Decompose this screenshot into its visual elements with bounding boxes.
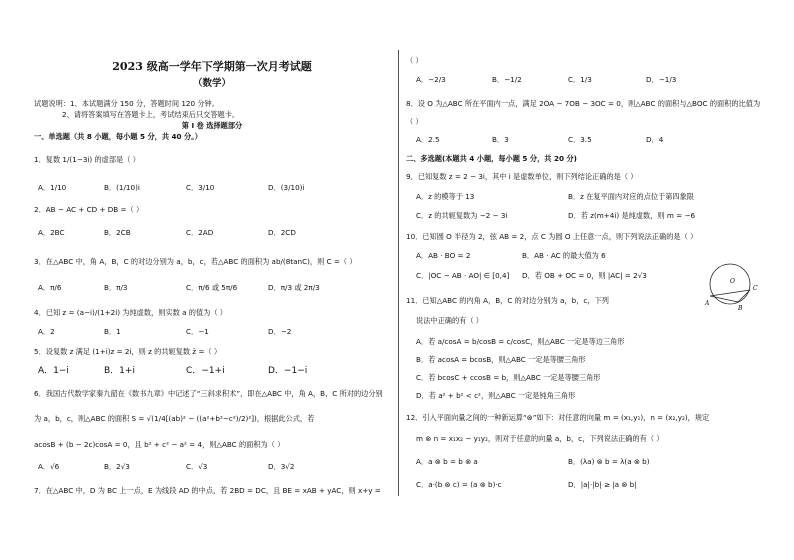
q4-option-d: D．−2	[268, 327, 292, 336]
chord-ab	[710, 296, 738, 302]
q5-option-c: C．−1+i	[186, 366, 225, 376]
label-b: B	[738, 305, 743, 312]
q9-option-c: C．z 的共轭复数为 −2 − 3i	[416, 211, 508, 220]
q6-option-a: A．√6	[38, 462, 60, 471]
q2-option-b: B．2CB	[104, 228, 131, 237]
q4-option-a: A．2	[38, 327, 55, 336]
instructions-line2: 2、请将答案填写在答题卡上，考试结束后只交答题卡。	[62, 110, 240, 119]
q9-option-d: D．若 z(m+4i) 是纯虚数，则 m = −6	[568, 211, 696, 220]
q4-option-b: B．1	[104, 327, 121, 336]
q12-option-a: A．a ⊗ b = b ⊗ a	[416, 457, 478, 466]
q6-stem-line2: 为 a，b，c，则△ABC 的面积 S = √(1/4[(ab)² − ((a²+b²−c²)/2)²])，根据此公式，若	[34, 414, 315, 423]
section1-heading: 一、单选题（共 8 小题，每小题 5 分，共 40 分。）	[34, 132, 202, 141]
q5-option-b: B．1+i	[104, 366, 135, 376]
q9-option-b: B．z 在复平面内对应的点位于第四象限	[568, 192, 694, 201]
column-divider	[398, 50, 399, 496]
q9-option-a: A．z 的模等于 13	[416, 192, 475, 201]
label-c: C	[753, 285, 758, 292]
q10-option-b: B．AB · AC 的最大值为 6	[522, 251, 606, 260]
q8-option-c: C．3.5	[568, 135, 592, 144]
q3-stem: 3．在△ABC 中，角 A，B，C 的对边分别为 a，b，c，若△ABC 的面积为 ab/(8tanC)，则 C =（ ）	[34, 257, 357, 266]
q9-stem: 9．已知复数 z = 2 − 3i，其中 i 是虚数单位，则下列结论正确的是（ ）	[406, 172, 638, 181]
q7-paren: （ ）	[406, 56, 423, 65]
q7-option-b: B．−1/2	[492, 75, 522, 84]
q6-stem-line1: 6．我国古代数学家秦九韶在《数书九章》中记述了“三斜求积术”，即在△ABC 中，角 A，B，C 所对的边分别	[34, 389, 383, 398]
exam-title: 2023 级高一学年下学期第一次月考试题	[112, 60, 312, 73]
q10-option-c: C．|OC − AB · AO| ∈ [0,4]	[416, 271, 510, 280]
q6-stem-line3: acosB + (b − 2c)cosA = 0，且 b² + c² − a² = 4，则△ABC 的面积为（ ）	[34, 440, 285, 449]
q11-stem-line2: 说法中正确的有（ ）	[416, 316, 483, 325]
q10-option-a: A．AB · BO = 2	[416, 251, 471, 260]
q12-option-c: C．a·(b ⊗ c) = (a ⊗ b)·c	[416, 480, 502, 489]
q5-stem: 5．设复数 z 满足 (1+i)z = 2i，则 z 的共轭复数 z̄ =（ ）	[34, 347, 222, 356]
q1-stem: 1．复数 1/(1−3i) 的虚部是（ ）	[34, 155, 140, 164]
q4-stem: 4．已知 z = (a−i)/(1+2i) 为纯虚数，则实数 a 的值为（ ）	[34, 308, 227, 317]
q1-option-c: C．3/10	[186, 183, 215, 192]
q3-option-d: D．π/3 或 2π/3	[268, 283, 320, 292]
q8-paren: （ ）	[406, 117, 423, 126]
q1-option-a: A．1/10	[38, 183, 67, 192]
q12-stem-line2: m ⊗ n = x₁x₂ − y₁y₂，则对于任意的向量 a，b，c，下列说法正确的有（ ）	[416, 434, 664, 443]
q11-option-b: B．若 acosA = bcosB，则△ABC 一定是等腰三角形	[416, 355, 586, 364]
q1-option-d: D．(3/10)i	[268, 183, 305, 192]
q2-option-a: A．2BC	[38, 228, 65, 237]
exam-subtitle: （数学）	[192, 78, 231, 89]
q5-option-a: A．1−i	[38, 366, 69, 376]
q11-stem-line1: 11．已知△ABC 的内角 A，B，C 的对边分别为 a，b，c，下列	[406, 296, 609, 305]
section2-heading: 二、多选题(本题共 4 小题，每小题 5 分，共 20 分)	[406, 154, 577, 163]
segment-ac	[710, 290, 750, 296]
q7-stem: 7．在△ABC 中，D 为 BC 上一点，E 为线段 AD 的中点，若 2BD = DC，且 BE = xAB + yAC，则 x+y =	[34, 486, 381, 495]
q10-stem: 10．已知圆 O 半径为 2，弦 AB = 2，点 C 为圆 O 上任意一点，则下列说法正确的是（ ）	[406, 232, 698, 241]
instructions-line1: 试题说明：1、本试题满分 150 分，答题时间 120 分钟。	[34, 99, 219, 108]
q11-option-c: C．若 bcosC + ccosB = b，则△ABC 一定是等腰三角形	[416, 373, 601, 382]
q8-option-b: B．3	[492, 135, 509, 144]
q6-option-d: D．3√2	[268, 462, 295, 471]
q1-option-b: B．(1/10)i	[104, 183, 140, 192]
q7-option-a: A．−2/3	[416, 75, 446, 84]
q3-option-a: A．π/6	[38, 283, 62, 292]
q12-stem-line1: 12．引入平面向量之间的一种新运算“⊗”如下：对任意的向量 m = (x₁,y₁)，n = (x₂,y₂)，规定	[406, 413, 710, 422]
q6-option-c: C．√3	[186, 462, 208, 471]
part1-header: 第 I 卷 选择题部分	[181, 121, 243, 130]
q11-option-d: D．若 a² + b² < c²，则△ABC 一定是钝角三角形	[416, 391, 576, 400]
q2-stem: 2．AB − AC + CD + DB =（ ）	[34, 205, 144, 214]
q7-option-d: D．−1/3	[646, 75, 677, 84]
q2-option-d: D．2CD	[268, 228, 296, 237]
q8-stem: 8．设 O 为△ABC 所在平面内一点，满足 2OA − 7OB − 3OC = 0，则△ABC 的面积与△BOC 的面积的比值为	[406, 99, 761, 108]
label-a: A	[705, 300, 710, 307]
q5-option-d: D．−1−i	[268, 366, 308, 376]
q8-option-d: D．4	[646, 135, 664, 144]
q3-option-c: C．π/6 或 5π/6	[186, 283, 238, 292]
label-o: O	[730, 278, 735, 285]
q7-option-c: C．1/3	[568, 75, 592, 84]
q4-option-c: C．−1	[186, 327, 209, 336]
q11-option-a: A．若 a/cosA = b/cosB = c/cosC，则△ABC 一定是等边三角形	[416, 337, 625, 346]
q10-option-d: D．若 OB + OC = 0，则 |AC| = 2√3	[522, 271, 647, 280]
q12-option-b: B．(λa) ⊗ b = λ(a ⊗ b)	[568, 457, 650, 466]
q2-option-c: C．2AD	[186, 228, 214, 237]
circle-figure	[700, 262, 762, 312]
q6-option-b: B．2√3	[104, 462, 130, 471]
q8-option-a: A．2.5	[416, 135, 440, 144]
q3-option-b: B．π/3	[104, 283, 128, 292]
q12-option-d: D．|a|·|b| ≥ |a ⊗ b|	[568, 480, 637, 489]
